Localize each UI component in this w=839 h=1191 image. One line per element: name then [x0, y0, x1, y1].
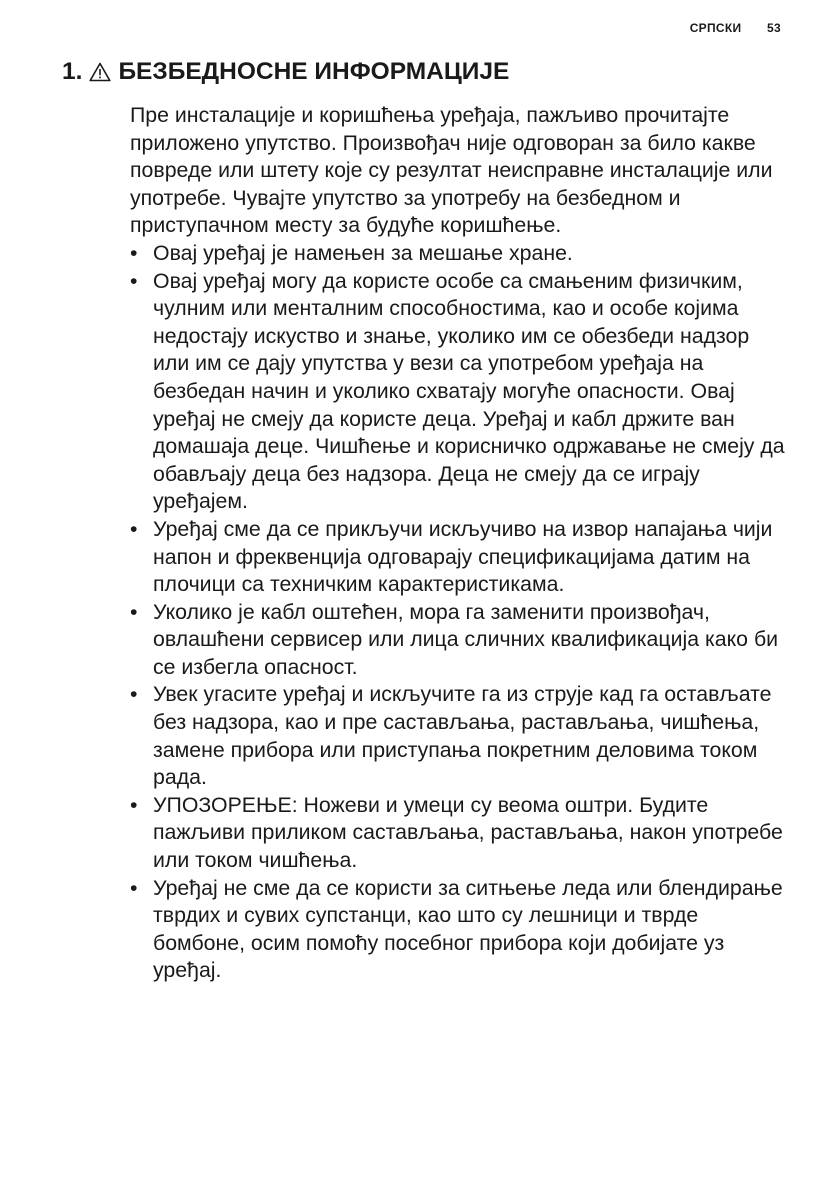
bullet-icon: •: [130, 682, 138, 707]
section-title: [62, 58, 509, 86]
list-item: [130, 792, 790, 875]
language-label: СРПСКИ: [689, 21, 742, 35]
section-number: 1.: [62, 58, 83, 85]
bullet-icon: •: [130, 240, 138, 265]
list-item-text: Увек угасите уређај и искључите га из струје кад га остављате без надзора, као и пре састављања, растављања, чишћења, замене прибора или приступања покретним деловима током рада.: [153, 682, 772, 790]
list-item: [130, 268, 790, 516]
section-title-text: БЕЗБЕДНОСНЕ ИНФОРМАЦИЈЕ: [118, 58, 510, 85]
bullet-icon: •: [130, 599, 138, 624]
bullet-icon: •: [130, 792, 138, 817]
list-item-text: Уређај не сме да се користи за ситњење леда или блендирање тврдих и сувих супстанци, као што су лешници и тврде бомбоне, осим помоћу посебног прибора који добијате уз уређај.: [153, 875, 783, 983]
bullet-icon: •: [130, 268, 138, 293]
bullet-icon: •: [130, 516, 138, 541]
page-number: 53: [767, 21, 781, 35]
list-item: [130, 240, 790, 268]
list-item: [130, 599, 790, 682]
list-item-text: Овај уређај могу да користе особе са смањеним физичким, чулним или менталним способностима, као и особе којима недостају искуство и знање, уколико им се обезбеди надзор или им се дају упутства у вези са употребом уређаја на безбедан начин и уколико схватају могуће опасности. Овај уређај не смеју да користе деца. Уређај и кабл држите ван домашаја деце. Чишћење и корисничко одржавање не смеју да обављају деца без надзора. Деца не смеју да се играју уређајем.: [153, 268, 785, 514]
list-item-text: УПОЗОРЕЊЕ: Ножеви и умеци су веома оштри. Будите пажљиви приликом састављања, растављања, након употребе или током чишћења.: [153, 792, 783, 873]
safety-bullet-list: [130, 240, 790, 985]
safety-content: [130, 102, 790, 985]
list-item-text: Уређај сме да се прикључи искључиво на извор напајања чији напон и фреквенција одговарају спецификацијама датим на плочици са техничким карактеристикама.: [153, 516, 773, 597]
warning-triangle-icon: [89, 61, 111, 81]
list-item: [130, 516, 790, 599]
list-item: [130, 875, 790, 985]
list-item-text: Овај уређај је намењен за мешање хране.: [153, 240, 573, 265]
list-item: [130, 681, 790, 791]
page-header: [690, 21, 781, 35]
bullet-icon: •: [130, 875, 138, 900]
list-item-text: Уколико је кабл оштећен, мора га заменити произвођач, овлашћени сервисер или лица сличних квалификација како би се избегла опасност.: [153, 599, 779, 679]
intro-paragraph: Пре инсталације и коришћења уређаја, пажљиво прочитајте приложено упутство. Произвођач није одговоран за било какве повреде или штету које су резултат неисправне инсталације или употребе. Чувајте упутство за употребу на безбедном и приступачном месту за будуће коришћење.: [130, 103, 773, 238]
